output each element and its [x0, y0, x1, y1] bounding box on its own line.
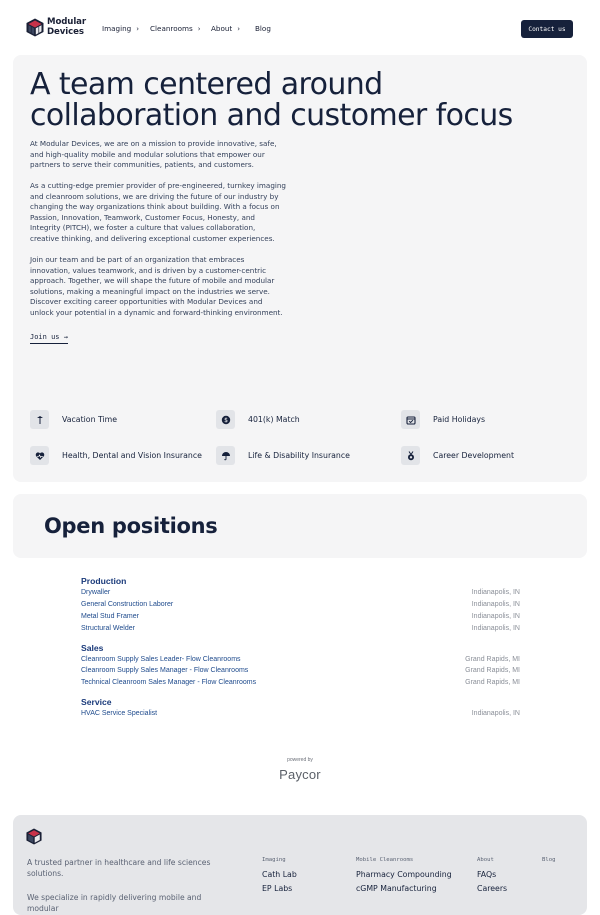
paycor-logo[interactable]: Paycor [279, 767, 321, 782]
job-row[interactable] [81, 589, 520, 601]
join-us-link[interactable]: Join us → [30, 333, 68, 344]
nav-item-about[interactable] [211, 24, 240, 33]
svg-text:$: $ [223, 416, 228, 424]
cube-logo-icon[interactable] [26, 828, 42, 845]
powered-by-text: powered by [287, 757, 313, 763]
job-location: Indianapolis, IN [471, 710, 520, 718]
top-navigation [0, 0, 600, 56]
job-title-link[interactable]: Cleanroom Supply Sales Manager - Flow Cleanrooms [81, 667, 249, 675]
job-row[interactable] [81, 613, 520, 625]
department-production [81, 576, 520, 637]
job-row[interactable] [81, 656, 520, 668]
job-row[interactable] [81, 667, 520, 679]
job-row[interactable] [81, 625, 520, 637]
job-row[interactable] [81, 601, 520, 613]
job-location: Grand Rapids, MI [465, 667, 520, 675]
department-sales [81, 643, 520, 692]
brand-name-line2: Devices [47, 26, 84, 37]
footer-link-pharmacy-compounding[interactable]: Pharmacy Compounding [356, 870, 452, 879]
job-title-link[interactable]: Structural Welder [81, 624, 135, 632]
job-listings [81, 576, 520, 728]
umbrella-icon [216, 446, 235, 465]
benefit-label: Life & Disability Insurance [248, 451, 350, 460]
footer-link-cgmp-manufacturing[interactable]: cGMP Manufacturing [356, 884, 437, 893]
benefit-label: Health, Dental and Vision Insurance [62, 451, 202, 460]
hero-paragraph-mission: At Modular Devices, we are on a mission to provide innovative, safe, and high-quality mobile and modular solutions that empower our partners to serve their communities, patients, and customers. [30, 139, 277, 170]
chevron-right-icon: › [136, 24, 140, 33]
footer-link-faqs[interactable]: FAQs [477, 870, 497, 879]
benefit-label: Paid Holidays [433, 415, 486, 424]
footer-description: A trusted partner in healthcare and life sciences solutions. [27, 858, 211, 878]
job-location: Grand Rapids, MI [465, 679, 520, 687]
benefit-label: Career Development [433, 451, 515, 460]
chevron-right-icon: › [237, 24, 241, 33]
contact-us-button[interactable]: Contact us [521, 20, 573, 38]
footer-heading-about: About [477, 857, 494, 863]
brand-name [47, 18, 86, 37]
benefit-life-insurance [216, 446, 350, 465]
job-title-link[interactable]: Drywaller [81, 589, 111, 596]
benefit-label: Vacation Time [62, 415, 118, 424]
footer-heading-blog[interactable]: Blog [542, 857, 556, 863]
nav-item-cleanrooms[interactable] [150, 24, 201, 33]
footer-link-careers[interactable]: Careers [477, 884, 508, 893]
department-heading: Service [81, 697, 112, 708]
nav-item-label: Blog [255, 24, 271, 33]
dollar-coin-icon [216, 410, 235, 429]
medal-icon [401, 446, 420, 465]
nav-item-blog[interactable] [255, 24, 271, 33]
hero-paragraph-join: Join our team and be part of an organization that embraces innovation, values teamwork, and is driven by a customer-centric approach. Together, we will shape the future of mobile and modular solutions, making a meaningful impact on the industries we serve. Discover exciting career opportunities with Modular Devices and unlock your potential in a dynamic and forward-thinking environment. [30, 255, 283, 317]
calendar-check-icon [401, 410, 420, 429]
chevron-right-icon: › [197, 24, 201, 33]
job-location: Indianapolis, IN [471, 624, 520, 632]
benefit-health [30, 446, 202, 465]
department-service [81, 697, 520, 722]
job-location: Indianapolis, IN [471, 612, 520, 620]
nav-item-imaging[interactable] [102, 24, 139, 33]
umbrella-beach-icon [30, 410, 49, 429]
nav-item-label: Imaging [102, 24, 132, 33]
brand-logo[interactable] [26, 18, 86, 37]
benefit-label: 401(k) Match [248, 415, 300, 424]
footer-heading-imaging: Imaging [262, 857, 286, 863]
department-heading: Sales [81, 642, 104, 653]
job-title-link[interactable]: HVAC Service Specialist [81, 710, 158, 718]
job-title-link[interactable]: General Construction Laborer [81, 600, 174, 608]
job-title-link[interactable]: Metal Stud Framer [81, 612, 139, 620]
benefit-vacation [30, 410, 117, 429]
footer-heading-mobile-cleanrooms: Mobile Cleanrooms [356, 857, 414, 863]
benefit-401k [216, 410, 300, 429]
job-row[interactable] [81, 710, 520, 722]
open-positions-panel [13, 494, 587, 558]
footer-link-cath-lab[interactable]: Cath Lab [262, 870, 297, 879]
open-positions-title: Open positions [44, 514, 218, 538]
nav-item-label: Cleanrooms [150, 24, 193, 33]
job-location: Grand Rapids, MI [465, 655, 520, 663]
job-title-link[interactable]: Cleanroom Supply Sales Leader- Flow Cleanrooms [81, 655, 241, 663]
heart-pulse-icon [30, 446, 49, 465]
job-location: Indianapolis, IN [471, 600, 520, 608]
brand-name-line1: Modular [47, 17, 87, 27]
hero-panel [13, 55, 587, 482]
job-row[interactable] [81, 679, 520, 691]
job-location: Indianapolis, IN [471, 589, 520, 596]
benefit-career [401, 446, 514, 465]
hero-title: A team centered around collaboration and customer focus [30, 67, 513, 133]
footer-link-ep-labs[interactable]: EP Labs [262, 884, 293, 893]
hero-paragraph-culture: As a cutting-edge premier provider of pre-engineered, turnkey imaging and cleanroom solutions, we are driving the future of our industry by changing the way organizations think about building. With a focus on Passion, Innovation, Teamwork, Customer Focus, Honesty, and Integrity (PITCH), we foster a culture that values collaboration, creative thinking, and delivering exceptional customer experiences. [30, 181, 286, 243]
footer-description-2: We specialize in rapidly delivering mobile and modular [27, 893, 202, 913]
nav-item-label: About [211, 24, 233, 33]
site-footer [13, 815, 587, 915]
job-title-link[interactable]: Technical Cleanroom Sales Manager - Flow Cleanrooms [81, 679, 257, 687]
department-heading: Production [81, 576, 127, 586]
benefit-holidays [401, 410, 485, 429]
cube-logo-icon [26, 18, 44, 37]
